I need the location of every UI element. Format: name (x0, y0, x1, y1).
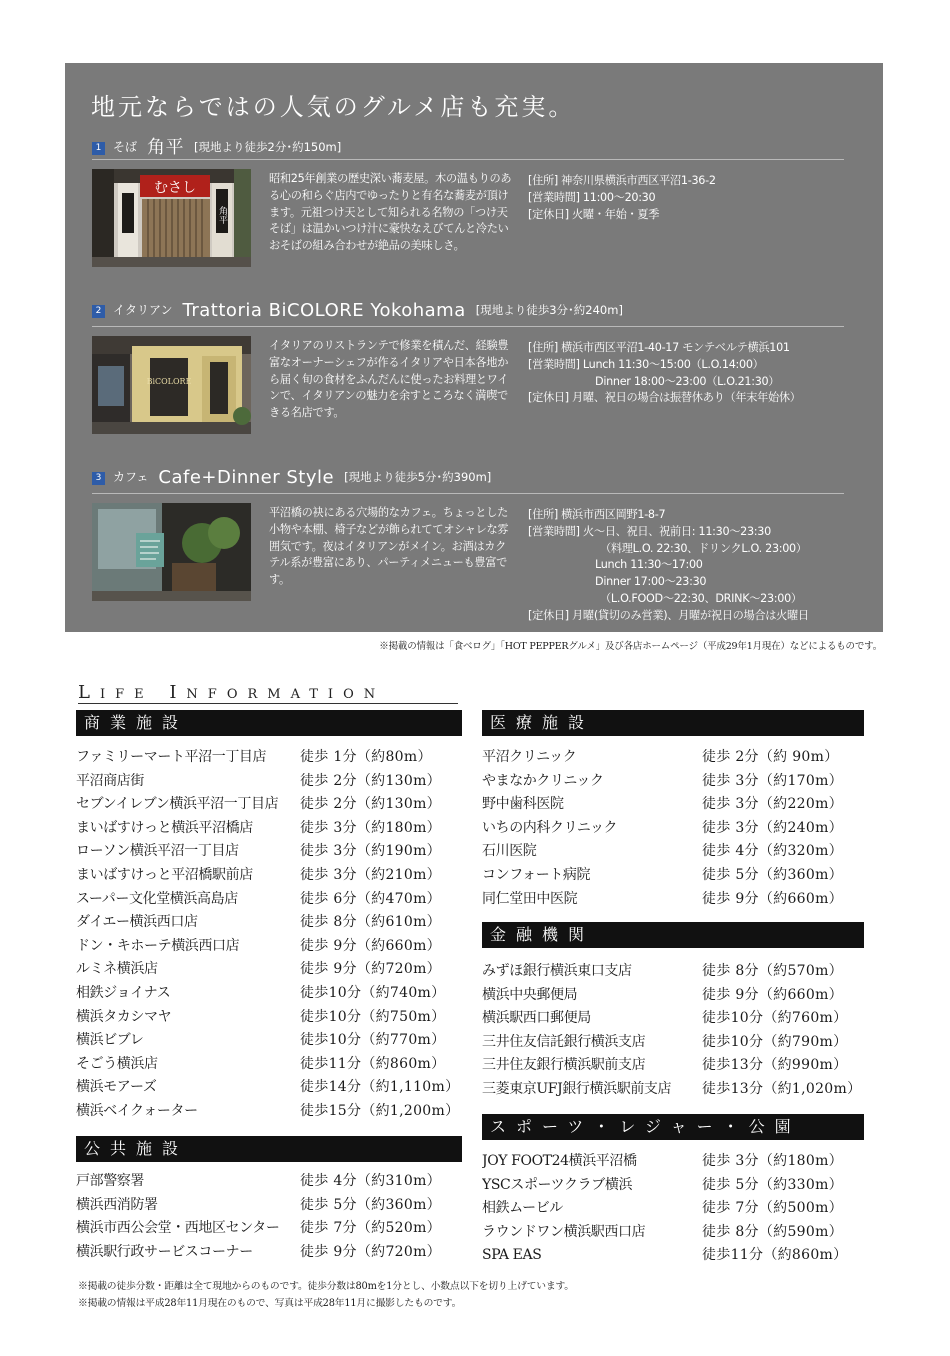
facility-walk-time: 徒歩 4分（約320m） (702, 843, 843, 860)
shop-address: [住所] 横浜市西区岡野1-8-7 (528, 508, 666, 521)
photo-sign-text: むさし (154, 180, 196, 196)
shop-info (528, 340, 873, 407)
shop-number: 3 (92, 472, 105, 485)
shop-kakuhei (92, 133, 844, 253)
facility-walk-time: 徒歩 5分（約330m） (702, 1176, 843, 1193)
shop-info (528, 173, 873, 223)
facility-row (482, 840, 864, 864)
facility-name: セブンイレブン横浜平沼一丁目店 (76, 796, 279, 813)
facility-name: 平沼クリニック (482, 749, 577, 765)
shop-photo-italian (92, 336, 251, 434)
public-section (76, 1136, 462, 1264)
facility-walk-time: 徒歩 3分（約220m） (702, 796, 843, 813)
facility-row (76, 958, 462, 982)
facility-walk-time: 徒歩13分（約990m） (702, 1057, 848, 1074)
facility-name: 戸部警察署 (76, 1173, 144, 1189)
shop-distance: [現地より徒歩2分･約150m] (194, 140, 342, 154)
facility-walk-time: 徒歩 2分（約130m） (300, 772, 441, 789)
shop-number: 1 (92, 142, 105, 155)
shop-category: カフェ (113, 470, 149, 484)
gourmet-title: 地元ならではの人気のグルメ店も充実。 (91, 93, 576, 121)
facility-walk-time: 徒歩 5分（約360m） (300, 1196, 441, 1213)
facility-row (76, 982, 462, 1006)
facility-walk-time: 徒歩 9分（約660m） (702, 986, 843, 1003)
shop-address: [住所] 横浜市西区平沼1-40-17 モンテベルテ横浜101 (528, 341, 790, 354)
facility-row (76, 793, 462, 817)
shop-description: 昭和25年創業の歴史深い蕎麦屋。木の温もりのある心の和らぐ店内でゆったりと有名な蕎麦が頂けます。元祖つけ天として知られる名物の「つけ天そば」は温かいつけ汁に豪快なえびてんと冷たいおそばの組み合わせが絶品の美味しさ。 (269, 172, 512, 253)
shop-closed: [定休日] 月曜、祝日の場合は振替休あり（年末年始休） (528, 391, 801, 405)
shop-address: [住所] 神奈川県横浜市西区平沼1-36-2 (528, 174, 716, 187)
facility-walk-time: 徒歩 3分（約180m） (300, 819, 441, 836)
shop-header (92, 133, 844, 160)
facility-list (482, 1150, 864, 1268)
facility-row (482, 793, 864, 817)
facility-walk-time: 徒歩 3分（約190m） (300, 843, 441, 860)
facility-row (482, 1197, 864, 1221)
facility-row (482, 770, 864, 794)
shop-closed: [定休日] 火曜・年始・夏季 (528, 207, 660, 221)
facility-name: 横浜西消防署 (76, 1196, 158, 1213)
facility-walk-time: 徒歩 2分（約 90m） (702, 749, 839, 765)
facility-row (482, 984, 864, 1008)
facility-name: 三菱東京UFJ銀行横浜駅前支店 (482, 1080, 672, 1097)
category-heading: 医療施設 (482, 710, 864, 736)
facility-row (76, 840, 462, 864)
facility-walk-time: 徒歩 6分（約470m） (300, 890, 441, 907)
facility-list (482, 746, 864, 911)
facility-name: JOY FOOT24横浜平沼橋 (482, 1153, 637, 1169)
facility-walk-time: 徒歩 8分（約610m） (300, 914, 441, 931)
facility-walk-time: 徒歩 9分（約720m） (300, 961, 441, 978)
gourmet-panel (65, 63, 883, 632)
facility-list (482, 960, 864, 1102)
facility-name: まいばすけっと横浜平沼橋店 (76, 819, 253, 836)
facility-row (482, 1031, 864, 1055)
sports-section (482, 1114, 864, 1268)
facility-walk-time: 徒歩 7分（約500m） (702, 1200, 843, 1217)
facility-row (76, 1100, 462, 1124)
facility-name: SPA EAS (482, 1247, 542, 1264)
facility-walk-time: 徒歩10分（約760m） (702, 1010, 848, 1027)
facility-row (482, 864, 864, 888)
facility-row (76, 1194, 462, 1218)
facility-row (482, 817, 864, 841)
facility-name: ルミネ横浜店 (76, 961, 158, 978)
shop-hours-line: Lunch 11:30〜17:00 (595, 558, 703, 572)
facility-name: ドン・キホーテ横浜西口店 (76, 937, 240, 954)
shop-hours-line: （料理L.O. 22:30、ドリンクL.O. 23:00） (600, 541, 807, 555)
facility-name: 横浜市西公会堂・西地区センター (76, 1220, 280, 1237)
facility-row (482, 1007, 864, 1031)
facility-name: 横浜タカシマヤ (76, 1008, 172, 1025)
shop-info (528, 507, 873, 625)
facility-name: 三井住友銀行横浜駅前支店 (482, 1057, 646, 1074)
facility-walk-time: 徒歩10分（約770m） (300, 1032, 446, 1049)
shop-name: Cafe+Dinner Style (158, 467, 335, 488)
facility-walk-time: 徒歩11分（約860m） (300, 1055, 446, 1072)
facility-row (76, 1217, 462, 1241)
facility-walk-time: 徒歩 8分（約570m） (702, 963, 843, 979)
facility-row (76, 1053, 462, 1077)
shop-cafe-style (92, 467, 844, 622)
facility-walk-time: 徒歩 9分（約660m） (300, 937, 441, 954)
facility-row (482, 1054, 864, 1078)
facility-row (76, 888, 462, 912)
shop-hours: [営業時間] 火〜日、祝日、祝前日: 11:30〜23:30 (528, 524, 771, 538)
facility-walk-time: 徒歩14分（約1,110m） (300, 1079, 460, 1096)
shop-header (92, 300, 844, 327)
footnote: ※掲載の徒歩分数・距離は全て現地からのものです。徒歩分数は80mを1分とし、小数点以下を切り上げています。 (78, 1281, 574, 1292)
facility-walk-time: 徒歩10分（約750m） (300, 1008, 446, 1025)
facility-row (76, 770, 462, 794)
commercial-section (76, 710, 462, 1124)
facility-row (482, 1244, 864, 1268)
facility-name: やまなかクリニック (482, 772, 604, 789)
facility-name: スーパー文化堂横浜高島店 (76, 890, 238, 907)
facility-walk-time: 徒歩10分（約790m） (702, 1033, 848, 1050)
facility-name: 同仁堂田中医院 (482, 890, 578, 907)
facility-name: 横浜モアーズ (76, 1079, 157, 1096)
category-heading: 公共施設 (76, 1136, 462, 1162)
facility-walk-time: 徒歩15分（約1,200m） (300, 1102, 460, 1119)
facility-row (482, 746, 864, 770)
title-rule (78, 703, 458, 704)
facility-row (76, 935, 462, 959)
facility-name: 横浜中央郵便局 (482, 986, 578, 1003)
facility-row (76, 1029, 462, 1053)
shop-description: 平沼橋の袂にある穴場的なカフェ。ちょっとした小物や本棚、椅子などが飾られててオシャレな雰囲気です。夜はイタリアンがメイン。お酒はカクテル系が豊富にあり、パーティメニューも豊富です。 (269, 506, 509, 587)
facility-walk-time: 徒歩 3分（約240m） (702, 819, 843, 836)
facility-row (76, 1170, 462, 1194)
facility-row (76, 746, 462, 770)
shop-hours: [営業時間] 11:00〜20:30 (528, 190, 656, 204)
facility-name: 平沼商店街 (76, 772, 144, 789)
shop-closed: [定休日] 月曜(貸切のみ営業)、月曜が祝日の場合は火曜日 (528, 608, 809, 622)
facility-name: そごう横浜店 (76, 1055, 158, 1072)
facility-list (76, 1170, 462, 1264)
facility-list (76, 746, 462, 1124)
photo-sign-text: BiCOLORE (146, 377, 192, 386)
shop-name: Trattoria BiCOLORE Yokohama (182, 300, 466, 321)
facility-name: いちの内科クリニック (482, 819, 618, 836)
shop-category: イタリアン (113, 303, 173, 317)
facility-walk-time: 徒歩 3分（約210m） (300, 866, 441, 883)
facility-walk-time: 徒歩 9分（約660m） (702, 890, 843, 907)
facility-walk-time: 徒歩 3分（約170m） (702, 772, 843, 789)
facility-row (482, 1078, 864, 1102)
shop-hours-dinner: Dinner 18:00〜23:00（L.O.21:30） (595, 374, 780, 388)
facility-walk-time: 徒歩 4分（約310m） (300, 1173, 441, 1189)
facility-row (482, 1150, 864, 1174)
shop-category: そば (113, 140, 138, 154)
facility-name: ダイエー横浜西口店 (76, 914, 198, 931)
facility-name: まいばすけっと平沼橋駅前店 (76, 866, 253, 883)
facility-name: 相鉄ムービル (482, 1200, 563, 1217)
facility-walk-time: 徒歩 5分（約360m） (702, 866, 843, 883)
facility-name: 横浜ビブレ (76, 1032, 144, 1049)
facility-row (76, 1241, 462, 1265)
life-information-title: Life Information (78, 682, 386, 703)
facility-name: ラウンドワン横浜駅西口店 (482, 1223, 646, 1240)
footnote: ※掲載の情報は平成28年11月現在のもので、写真は平成28年11月に撮影したものです。 (78, 1298, 462, 1309)
facility-name: 石川医院 (482, 843, 537, 860)
category-heading: 商業施設 (76, 710, 462, 736)
facility-name: 相鉄ジョイナス (76, 984, 171, 1001)
facility-name: YSCスポーツクラブ横浜 (482, 1176, 633, 1193)
facility-row (482, 960, 864, 984)
facility-row (482, 1174, 864, 1198)
facility-name: 横浜駅行政サービスコーナー (76, 1243, 253, 1260)
facility-walk-time: 徒歩 2分（約130m） (300, 796, 441, 813)
finance-section (482, 922, 864, 1102)
facility-row (482, 1221, 864, 1245)
shop-description: イタリアのリストランテで修業を積んだ、経験豊富なオーナーシェフが作るイタリアや日本各地から届く旬の食材をふんだんに使ったお料理とワインで、イタリアンの魅力を余すところなく満喫できる名店です。 (269, 339, 509, 420)
facility-name: 横浜ベイクォーター (76, 1102, 198, 1119)
facility-walk-time: 徒歩13分（約1,020m） (702, 1080, 862, 1097)
facility-row (76, 1006, 462, 1030)
facility-row (482, 888, 864, 912)
shop-photo-cafe (92, 503, 251, 601)
shop-distance: [現地より徒歩3分･約240m] (475, 303, 623, 317)
facility-name: 三井住友信託銀行横浜支店 (482, 1033, 646, 1050)
facility-row (76, 864, 462, 888)
facility-walk-time: 徒歩11分（約860m） (702, 1247, 848, 1264)
photo-lantern-text: 角平 (217, 206, 227, 224)
shop-hours: [営業時間] Lunch 11:30〜15:00（L.O.14:00） (528, 357, 764, 371)
facility-walk-time: 徒歩 1分（約80m） (300, 749, 432, 765)
shop-header (92, 467, 844, 494)
medical-section (482, 710, 864, 911)
facility-walk-time: 徒歩 9分（約720m） (300, 1243, 441, 1260)
shop-hours-line: （L.O.FOOD〜22:30、DRINK〜23:00） (600, 591, 802, 605)
facility-walk-time: 徒歩10分（約740m） (300, 984, 446, 1001)
shop-number: 2 (92, 305, 105, 318)
facility-walk-time: 徒歩 8分（約590m） (702, 1223, 843, 1240)
facility-row (76, 1076, 462, 1100)
category-heading: 金融機関 (482, 922, 864, 948)
facility-row (76, 817, 462, 841)
facility-name: 横浜駅西口郵便局 (482, 1010, 591, 1027)
facility-walk-time: 徒歩 7分（約520m） (300, 1220, 441, 1237)
shop-bicolore (92, 300, 844, 420)
facility-row (76, 911, 462, 935)
facility-name: みずほ銀行横浜東口支店 (482, 963, 632, 979)
facility-name: ファミリーマート平沼一丁目店 (76, 749, 267, 765)
facility-name: コンフォート病院 (482, 866, 591, 883)
shop-hours-line: Dinner 17:00〜23:30 (595, 575, 707, 589)
facility-name: 野中歯科医院 (482, 796, 564, 813)
source-note: ※掲載の情報は「食べログ」「HOT PEPPERグルメ」及び各店ホームページ（平成29年1月現在）などによるものです。 (379, 641, 882, 652)
shop-name: 角平 (147, 137, 185, 158)
shop-photo-soba (92, 169, 251, 267)
shop-distance: [現地より徒歩5分･約390m] (344, 470, 492, 484)
facility-walk-time: 徒歩 3分（約180m） (702, 1153, 843, 1169)
category-heading: スポーツ・レジャー・公園 (482, 1114, 864, 1140)
facility-name: ローソン横浜平沼一丁目店 (76, 843, 239, 860)
